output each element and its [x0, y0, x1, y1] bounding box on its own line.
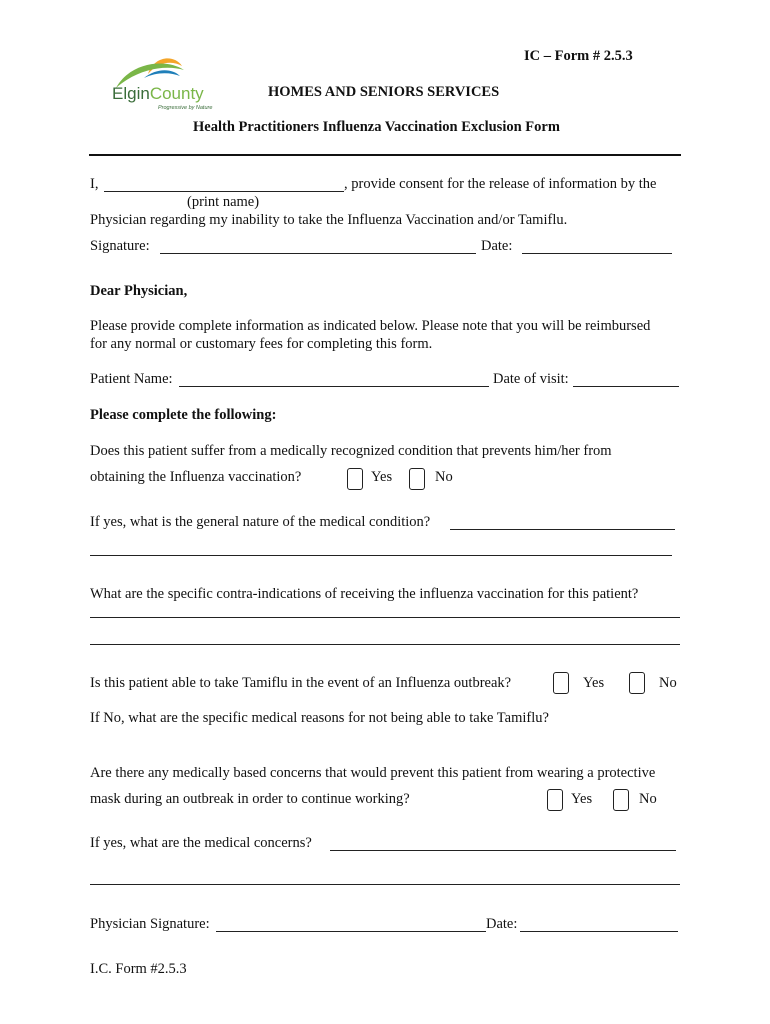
q3-answer-field-1[interactable]	[90, 617, 680, 618]
signature-field[interactable]	[160, 253, 476, 254]
consent-suffix: , provide consent for the release of information by the	[344, 176, 657, 192]
q2-answer-field-2[interactable]	[90, 555, 672, 556]
q5-text: If No, what are the specific medical reasons for not being able to take Tamiflu?	[90, 710, 549, 726]
physician-signature-label: Physician Signature:	[90, 916, 210, 932]
q7-text: If yes, what are the medical concerns?	[90, 835, 312, 851]
print-name-field[interactable]	[104, 191, 344, 192]
svg-text:ElginCounty	[112, 84, 204, 103]
q1-no-label: No	[435, 469, 453, 485]
q1-line2: obtaining the Influenza vaccination?	[90, 469, 302, 485]
consent-line2: Physician regarding my inability to take the Influenza Vaccination and/or Tamiflu.	[90, 212, 568, 228]
consent-date-label: Date:	[481, 238, 513, 254]
patient-name-field[interactable]	[179, 386, 489, 387]
date-of-visit-field[interactable]	[573, 386, 679, 387]
q1-line1: Does this patient suffer from a medically recognized condition that prevents him/her from	[90, 443, 612, 459]
q6-no-label: No	[639, 791, 657, 807]
department-heading: HOMES AND SENIORS SERVICES	[268, 84, 500, 100]
q6-yes-label: Yes	[571, 791, 593, 807]
q4-no-checkbox[interactable]	[629, 672, 645, 694]
form-reference: I.C. Form #2.5.3	[90, 961, 187, 977]
q7-answer-field-2[interactable]	[90, 884, 680, 885]
print-name-hint: (print name)	[187, 194, 260, 210]
footer-date-label: Date:	[486, 916, 518, 932]
q2-answer-field[interactable]	[450, 529, 675, 530]
q1-no-checkbox[interactable]	[409, 468, 425, 490]
q4-no-label: No	[659, 675, 677, 691]
q4-yes-checkbox[interactable]	[553, 672, 569, 694]
date-of-visit-label: Date of visit:	[493, 371, 569, 387]
consent-date-field[interactable]	[522, 253, 672, 254]
q1-yes-checkbox[interactable]	[347, 468, 363, 490]
q2-text: If yes, what is the general nature of the medical condition?	[90, 514, 431, 530]
q6-yes-checkbox[interactable]	[547, 789, 563, 811]
signature-label: Signature:	[90, 238, 150, 254]
header-divider	[89, 154, 681, 156]
physician-signature-field[interactable]	[216, 931, 486, 932]
q3-text: What are the specific contra-indications of receiving the influenza vaccination for this patient?	[90, 586, 639, 602]
complete-heading: Please complete the following:	[90, 407, 277, 423]
consent-prefix: I,	[90, 176, 99, 192]
form-number: IC – Form # 2.5.3	[524, 48, 633, 64]
intro-line2: for any normal or customary fees for completing this form.	[90, 336, 433, 352]
logo-name-part2: County	[149, 84, 204, 103]
q6-line2: mask during an outbreak in order to continue working?	[90, 791, 410, 807]
form-title: Health Practitioners Influenza Vaccination Exclusion Form	[193, 119, 560, 135]
q4-text: Is this patient able to take Tamiflu in the event of an Influenza outbreak?	[90, 675, 512, 691]
q7-answer-field[interactable]	[330, 850, 676, 851]
intro-line1: Please provide complete information as indicated below. Please note that you will be reimbursed	[90, 318, 651, 334]
salutation: Dear Physician,	[90, 283, 188, 299]
q4-yes-label: Yes	[583, 675, 605, 691]
q3-answer-field-2[interactable]	[90, 644, 680, 645]
logo-tagline: Progressive by Nature	[158, 105, 213, 111]
q1-yes-label: Yes	[371, 469, 393, 485]
q6-no-checkbox[interactable]	[613, 789, 629, 811]
footer-date-field[interactable]	[520, 931, 678, 932]
patient-name-label: Patient Name:	[90, 371, 173, 387]
q6-line1: Are there any medically based concerns that would prevent this patient from wearing a protective	[90, 765, 656, 781]
logo-name-part1: Elgin	[112, 84, 150, 103]
elgin-county-logo	[108, 52, 228, 112]
